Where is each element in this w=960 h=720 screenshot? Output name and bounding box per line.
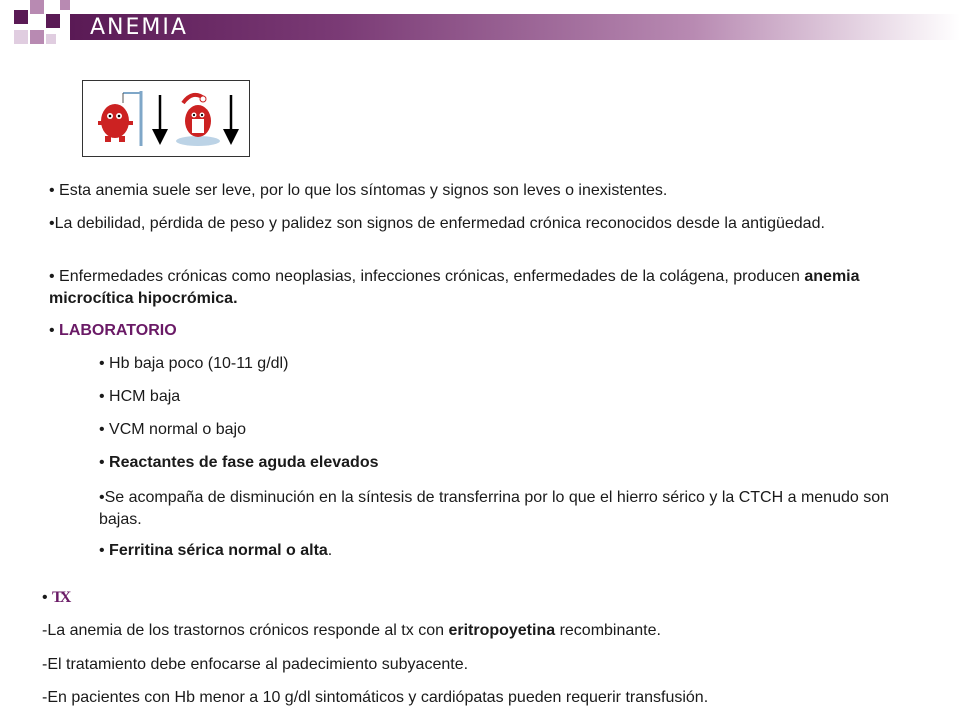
lab-item-bold-text: Reactantes de fase aguda elevados bbox=[109, 454, 379, 471]
bullet-laboratory-heading bbox=[49, 320, 929, 342]
rbc-cartoon-icon bbox=[98, 91, 141, 146]
lab-item-vcm: • VCM normal o bajo bbox=[99, 421, 246, 438]
slide-title: ANEMIA bbox=[90, 15, 188, 40]
bullet-marker: • bbox=[42, 589, 53, 606]
decorative-square bbox=[46, 14, 60, 28]
lab-item-reactants bbox=[99, 452, 919, 474]
rbc-cartoon-icon bbox=[176, 95, 220, 146]
bullet-marker: • bbox=[99, 542, 110, 559]
decorative-square bbox=[14, 30, 28, 44]
arrow-down-icon bbox=[223, 95, 239, 145]
arrow-down-icon bbox=[152, 95, 168, 145]
bullet-bold-text: anemia microcítica hipocrómica. bbox=[49, 268, 860, 307]
treatment-line-epo bbox=[42, 620, 942, 642]
decorative-square bbox=[46, 34, 56, 44]
treatment-line-transfusion: -En pacientes con Hb menor a 10 g/dl sintomáticos y cardiópatas pueden requerir transfusión. bbox=[42, 689, 709, 706]
title-banner bbox=[70, 14, 960, 40]
treatment-text: -La anemia de los trastornos crónicos responde al tx con bbox=[42, 622, 449, 639]
lab-item-hb: • Hb baja poco (10-11 g/dl) bbox=[99, 355, 289, 372]
decorative-square bbox=[30, 0, 44, 14]
bullet-marker: • bbox=[49, 322, 60, 339]
illustration-box bbox=[82, 80, 250, 157]
bullet-text: • Enfermedades crónicas como neoplasias, infecciones crónicas, enfermedades de la colágena, producen bbox=[49, 268, 805, 285]
bullet-chronic-diseases bbox=[49, 266, 929, 310]
treatment-bold-text: eritropoyetina bbox=[448, 622, 556, 639]
lab-item-hcm: • HCM baja bbox=[99, 388, 181, 405]
decorative-square bbox=[60, 0, 70, 10]
laboratory-label: LABORATORIO bbox=[59, 322, 177, 339]
bullet-chronic-signs: •La debilidad, pérdida de peso y palidez son signos de enfermedad crónica reconocidos desde la antigüedad. bbox=[49, 215, 825, 232]
lab-item-bold-text: Ferritina sérica normal o alta bbox=[109, 542, 328, 559]
treatment-heading bbox=[42, 587, 242, 609]
treatment-text: recombinante. bbox=[555, 622, 661, 639]
treatment-line-underlying: -El tratamiento debe enfocarse al padecimiento subyacente. bbox=[42, 656, 469, 673]
bullet-text: . bbox=[327, 542, 333, 559]
treatment-label: TX bbox=[52, 589, 69, 606]
bullet-marker: • bbox=[99, 454, 110, 471]
bullet-anemia-severity: • Esta anemia suele ser leve, por lo que los síntomas y signos son leves o inexistentes. bbox=[49, 182, 668, 199]
decorative-square bbox=[30, 30, 44, 44]
decorative-square bbox=[14, 10, 28, 24]
lab-item-transferrin: •Se acompaña de disminución en la síntesis de transferrina por lo que el hierro sérico y la CTCH a menudo son bajas. bbox=[99, 489, 890, 528]
lab-item-ferritin bbox=[99, 540, 919, 562]
